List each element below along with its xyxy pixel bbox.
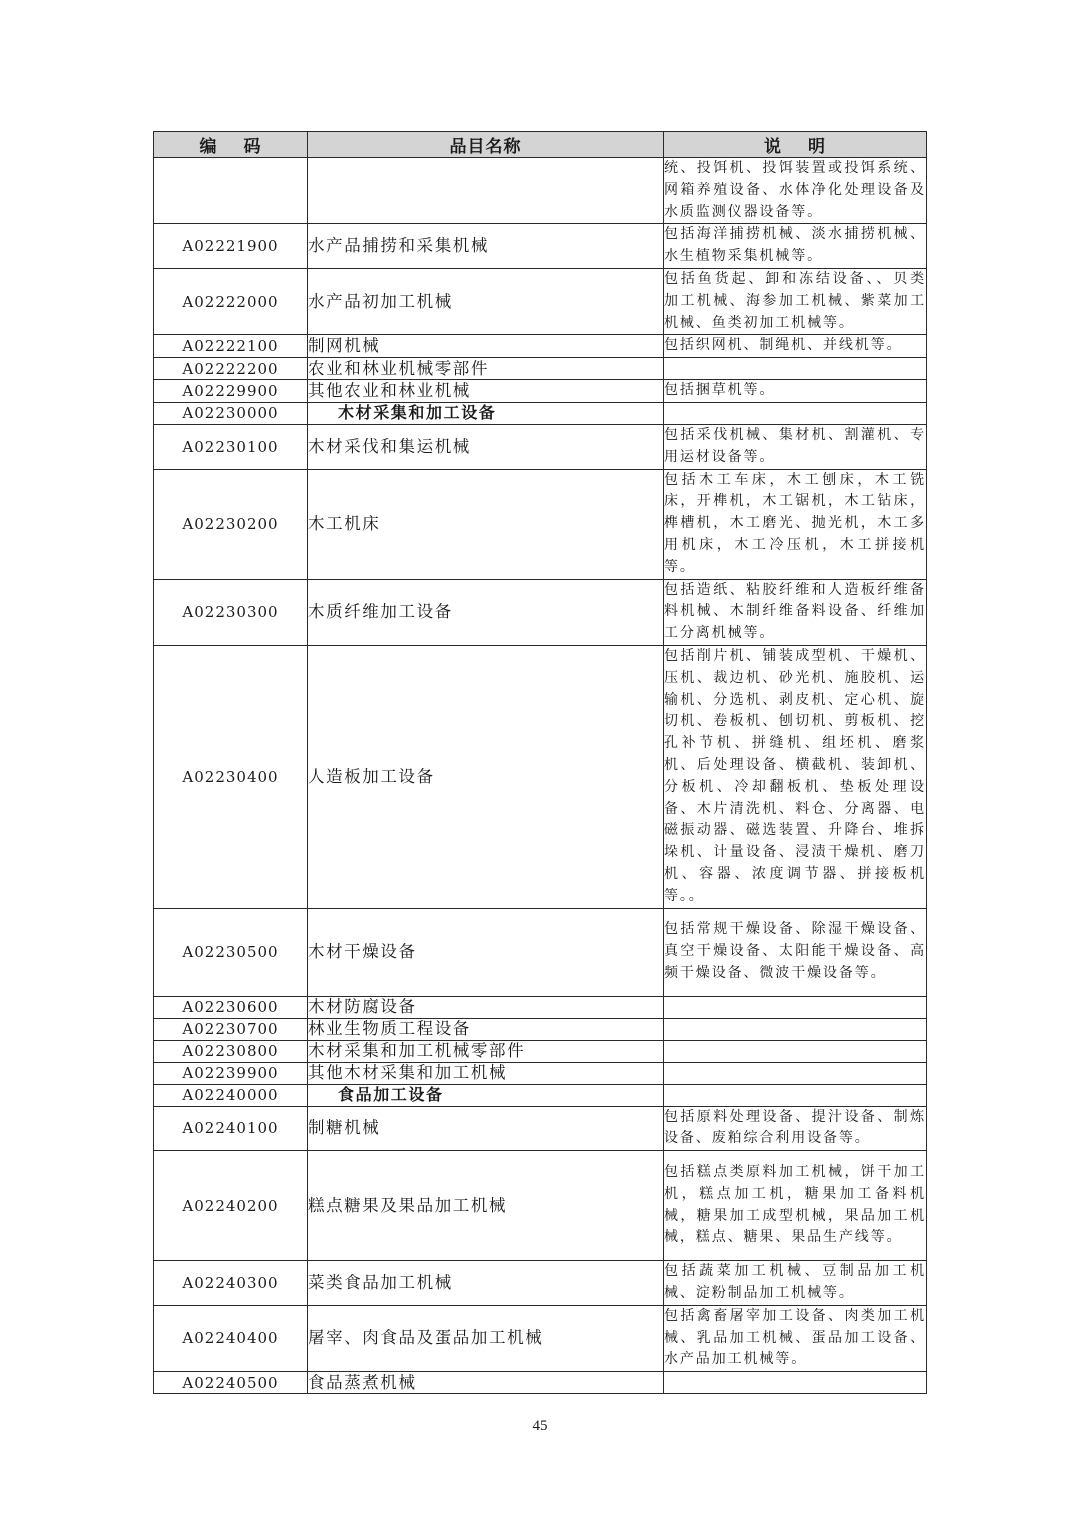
- row-code: A02222100: [154, 335, 308, 358]
- header-code: 编 码: [154, 132, 308, 158]
- row-desc: 包括木工车床，木工刨床，木工铣床，开榫机，木工锯机，木工钻床，榫槽机，木工磨光、抛光机，木工多用机床，木工冷压机，木工拼接机等。: [664, 469, 927, 579]
- row-code: A02230400: [154, 645, 308, 908]
- row-name: 农业和林业机械零部件: [308, 358, 664, 380]
- row-code: A02240300: [154, 1261, 308, 1306]
- row-name: 林业生物质工程设备: [308, 1018, 664, 1040]
- row-name: 水产品捕捞和采集机械: [308, 224, 664, 269]
- table-row: [154, 1084, 927, 1106]
- row-code: A02240000: [154, 1084, 308, 1106]
- row-code: A02221900: [154, 224, 308, 269]
- table-row: [154, 1106, 927, 1151]
- row-code: A02230800: [154, 1040, 308, 1062]
- row-desc: 包括禽畜屠宰加工设备、肉类加工机械、乳品加工机械、蛋品加工设备、水产品加工机械等。: [664, 1305, 927, 1371]
- row-desc: 包括糕点类原料加工机械，饼干加工机，糕点加工机，糖果加工备料机械，糖果加工成型机械，果品加工机械，糕点、糖果、果品生产线等。: [664, 1151, 927, 1261]
- table-row: [154, 1372, 927, 1394]
- table-row: [154, 1151, 927, 1261]
- row-name: 屠宰、肉食品及蛋品加工机械: [308, 1305, 664, 1371]
- row-code: A02222200: [154, 358, 308, 380]
- table-row: [154, 908, 927, 996]
- row-code: A02240500: [154, 1372, 308, 1394]
- table-row: [154, 424, 927, 469]
- row-code: A02230000: [154, 402, 308, 424]
- row-desc: [664, 358, 927, 380]
- row-name: 其他农业和林业机械: [308, 380, 664, 403]
- table-row: [154, 224, 927, 269]
- row-name: 食品蒸煮机械: [308, 1372, 664, 1394]
- row-desc: 统、投饵机、投饵装置或投饵系统、网箱养殖设备、水体净化处理设备及水质监测仪器设备等。: [664, 158, 927, 224]
- row-code: A02230600: [154, 996, 308, 1018]
- row-desc: 包括常规干燥设备、除湿干燥设备、真空干燥设备、太阳能干燥设备、高频干燥设备、微波干燥设备等。: [664, 908, 927, 996]
- row-name: 木材采集和加工设备: [308, 402, 664, 424]
- table-row: [154, 358, 927, 380]
- table-row: [154, 268, 927, 334]
- row-name: 木材干燥设备: [308, 908, 664, 996]
- row-desc: [664, 402, 927, 424]
- row-name: 木工机床: [308, 469, 664, 579]
- row-desc: 包括造纸、粘胶纤维和人造板纤维备料机械、木制纤维备料设备、纤维加工分离机械等。: [664, 579, 927, 645]
- row-name: 水产品初加工机械: [308, 268, 664, 334]
- row-code: A02230200: [154, 469, 308, 579]
- table-row: [154, 158, 927, 224]
- row-code: A02230500: [154, 908, 308, 996]
- row-name: 制糖机械: [308, 1106, 664, 1151]
- catalog-table: [153, 131, 927, 1394]
- row-code: A02222000: [154, 268, 308, 334]
- page-number: 45: [532, 1418, 548, 1434]
- row-desc: 包括海洋捕捞机械、淡水捕捞机械、水生植物采集机械等。: [664, 224, 927, 269]
- table-row: [154, 402, 927, 424]
- row-name: 木材防腐设备: [308, 996, 664, 1018]
- row-name: 菜类食品加工机械: [308, 1261, 664, 1306]
- table-row: [154, 1261, 927, 1306]
- header-name: 品目名称: [308, 132, 664, 158]
- row-code: A02230700: [154, 1018, 308, 1040]
- row-name: 其他木材采集和加工机械: [308, 1062, 664, 1084]
- table-row: [154, 469, 927, 579]
- table-header-row: [154, 132, 927, 158]
- row-code: A02230300: [154, 579, 308, 645]
- row-name: 食品加工设备: [308, 1084, 664, 1106]
- table-row: [154, 996, 927, 1018]
- table-row: [154, 380, 927, 403]
- table-row: [154, 1040, 927, 1062]
- row-name: 人造板加工设备: [308, 645, 664, 908]
- row-code: A02230100: [154, 424, 308, 469]
- row-desc: [664, 1018, 927, 1040]
- row-desc: 包括蔬菜加工机械、豆制品加工机械、淀粉制品加工机械等。: [664, 1261, 927, 1306]
- row-code: A02240400: [154, 1305, 308, 1371]
- row-code: [154, 158, 308, 224]
- row-desc: 包括鱼货起、卸和冻结设备、、贝类加工机械、海参加工机械、紫菜加工机械、鱼类初加工机械等。: [664, 268, 927, 334]
- header-desc: 说 明: [664, 132, 927, 158]
- row-name: [308, 158, 664, 224]
- row-code: A02240200: [154, 1151, 308, 1261]
- table-row: [154, 645, 927, 908]
- row-name: 糕点糖果及果品加工机械: [308, 1151, 664, 1261]
- row-name: 木材采集和加工机械零部件: [308, 1040, 664, 1062]
- table-row: [154, 1305, 927, 1371]
- table-row: [154, 1062, 927, 1084]
- row-code: A02229900: [154, 380, 308, 403]
- row-name: 制网机械: [308, 335, 664, 358]
- row-name: 木材采伐和集运机械: [308, 424, 664, 469]
- row-desc: [664, 1084, 927, 1106]
- row-desc: 包括采伐机械、集材机、割灌机、专用运材设备等。: [664, 424, 927, 469]
- row-desc: [664, 996, 927, 1018]
- row-desc: [664, 1062, 927, 1084]
- row-desc: [664, 1040, 927, 1062]
- row-desc: [664, 1372, 927, 1394]
- row-desc: 包括原料处理设备、提汁设备、制炼设备、废粕综合利用设备等。: [664, 1106, 927, 1151]
- row-desc: 包括捆草机等。: [664, 380, 927, 403]
- row-desc: 包括削片机、铺装成型机、干燥机、压机、裁边机、砂光机、施胶机、运输机、分选机、剥皮机、定心机、旋切机、卷板机、刨切机、剪板机、挖孔补节机、拼缝机、组坯机、磨浆机、后处理设备、横截机、装卸机、分板机、冷却翻板机、垫板处理设备、木片清洗机、料仓、分离器、电磁振动器、磁选装置、升降台、堆拆垛机、计量设备、浸渍干燥机、磨刀机、容器、浓度调节器、拼接板机等。。: [664, 645, 927, 908]
- row-code: A02239900: [154, 1062, 308, 1084]
- table-row: [154, 579, 927, 645]
- table-row: [154, 1018, 927, 1040]
- row-desc: 包括织网机、制绳机、并线机等。: [664, 335, 927, 358]
- row-code: A02240100: [154, 1106, 308, 1151]
- row-name: 木质纤维加工设备: [308, 579, 664, 645]
- table-row: [154, 335, 927, 358]
